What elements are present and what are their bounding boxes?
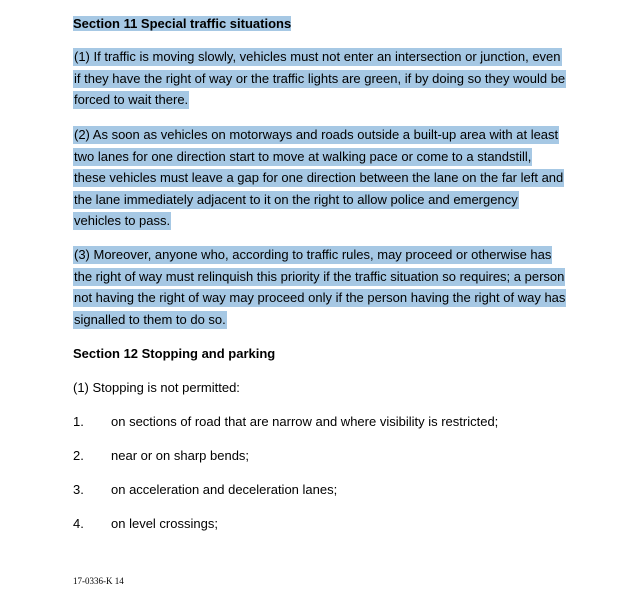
section-12-heading: Section 12 Stopping and parking [73, 346, 276, 361]
section-11-heading [73, 15, 291, 33]
paragraph-line[interactable]: forced to wait there. [74, 92, 189, 107]
section-11-paragraph-1 [73, 46, 566, 111]
paragraph-line[interactable]: (1) If traffic is moving slowly, vehicles must not enter an intersection or junction, even [74, 49, 561, 64]
paragraph-line[interactable]: (2) As soon as vehicles on motorways and roads outside a built-up area with at least [74, 127, 559, 142]
list-item-text: on level crossings; [111, 516, 218, 531]
list-item-number: 4. [73, 516, 84, 531]
paragraph-line[interactable]: the right of way must relinquish this priority if the traffic situation so requires; a person [74, 268, 565, 284]
list-item [73, 515, 218, 533]
list-item-number: 1. [73, 414, 84, 429]
page-footer-reference: 17-0336-K 14 [73, 576, 124, 586]
list-item-text: on acceleration and deceleration lanes; [111, 482, 338, 497]
paragraph-line[interactable]: vehicles to pass. [74, 213, 171, 228]
paragraph-line[interactable]: (3) Moreover, anyone who, according to traffic rules, may proceed or otherwise has [74, 247, 552, 262]
list-item-number: 3. [73, 482, 84, 497]
section-11-paragraph-3 [73, 244, 566, 330]
section-11-paragraph-2 [73, 124, 564, 232]
paragraph-line[interactable]: if they have the right of way or the traffic lights are green, if by doing so they would be [74, 70, 566, 86]
list-item [73, 413, 498, 431]
list-item [73, 447, 249, 465]
list-item [73, 481, 337, 499]
list-item-number: 2. [73, 448, 84, 463]
section-11-heading-text[interactable]: Section 11 Special traffic situations [73, 16, 292, 31]
paragraph-line[interactable]: the lane immediately adjacent to it on the right to allow police and emergency [74, 191, 518, 207]
list-item-text: near or on sharp bends; [111, 448, 250, 463]
paragraph-line[interactable]: signalled to them to do so. [74, 311, 226, 327]
section-12-intro: (1) Stopping is not permitted: [73, 380, 240, 395]
paragraph-line[interactable]: two lanes for one direction start to move at walking pace or come to a standstill, [74, 148, 532, 164]
list-item-text: on sections of road that are narrow and where visibility is restricted; [111, 414, 499, 429]
paragraph-line[interactable]: not having the right of way may proceed only if the person having the right of way has [74, 290, 566, 305]
paragraph-line[interactable]: these vehicles must leave a gap for one direction between the lane on the far left and [74, 170, 564, 185]
